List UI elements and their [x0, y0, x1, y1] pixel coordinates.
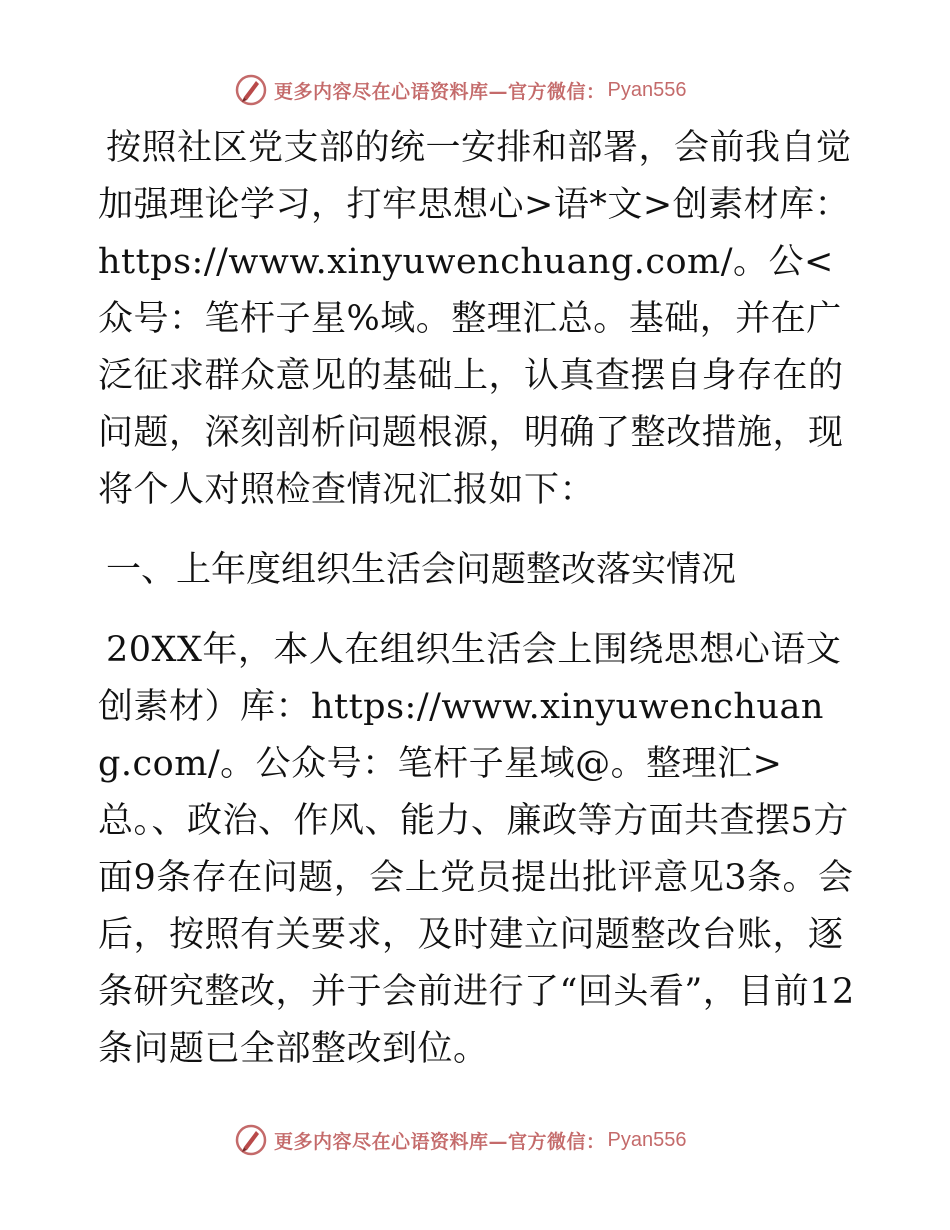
- watermark-account: Pyan556: [607, 78, 687, 101]
- watermark-text: 更多内容尽在心语资料库—官方微信：: [274, 1130, 606, 1153]
- footer-watermark: [234, 1122, 686, 1158]
- fountain-pen-logo-icon: [234, 73, 268, 107]
- header-watermark: [234, 72, 686, 108]
- document-body: [98, 120, 858, 1078]
- section-heading: 一、上年度组织生活会问题整改落实情况: [106, 550, 737, 590]
- paragraph-rectification: 20XX年，本人在组织生活会上围绕思想心语文创素材）库：https://www.xinyuwenchuang.com/。公众号：笔杆子星域@。整理汇>总。、政治、作风、能力、廉政等方面共查摆5方面9条存在问题，会上党员提出批评意见3条。会后，按照有关要求，及时建立问题整改台账，逐条研究整改，并于会前进行了“回头看”，目前12条问题已全部整改到位。: [98, 630, 855, 1069]
- watermark-account: Pyan556: [607, 1128, 687, 1151]
- watermark-text: 更多内容尽在心语资料库—官方微信：: [274, 80, 606, 103]
- fountain-pen-logo-icon: [234, 1123, 268, 1157]
- paragraph-intro: 按照社区党支部的统一安排和部署，会前我自觉加强理论学习，打牢思想心>语*文>创素材库：https://www.xinyuwenchuang.com/。公<众号：笔杆子星%域。整理汇总。基础，并在广泛征求群众意见的基础上，认真查摆自身存在的问题，深刻剖析问题根源，明确了整改措施，现将个人对照检查情况汇报如下：: [98, 128, 852, 510]
